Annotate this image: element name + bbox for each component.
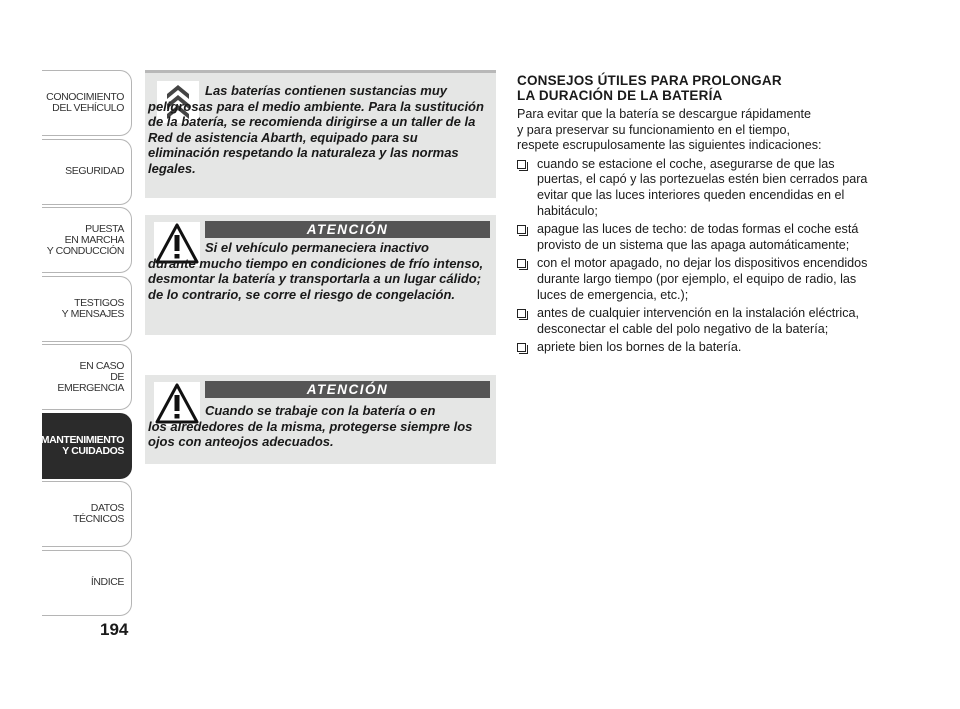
warning-note-eyes: [145, 375, 496, 464]
warning-note-cold-line1: Si el vehículo permaneciera inactivo: [205, 240, 429, 255]
environment-note-line1: Las baterías contienen sustancias muy: [205, 83, 448, 98]
tab-indice[interactable]: ÍNDICE: [42, 550, 132, 616]
tab-seguridad[interactable]: SEGURIDAD: [42, 139, 132, 205]
checkbox-bullet-icon: [517, 343, 526, 352]
section-intro: Para evitar que la batería se descargue rápidamente y para preservar su funcionamiento en el tiempo, respete escrupulosamente las siguientes indicaciones:: [517, 107, 822, 153]
warning-heading: ATENCIÓN: [205, 221, 490, 238]
environment-note-text: [148, 83, 490, 176]
checkbox-bullet-icon: [517, 225, 526, 234]
list-item: cuando se estacione el coche, asegurarse de que las puertas, el capó y las portezuelas estén bien cerrados para evitar que las luces interiores queden encendidas en el habitáculo;: [517, 157, 872, 219]
tab-mantenimiento-y-cuidados[interactable]: MANTENIMIENTO Y CUIDADOS: [42, 413, 132, 479]
list-item: con el motor apagado, no dejar los dispositivos encendidos durante largo tiempo (por ejemplo, el equipo de radio, las luces de emergencia, etc.);: [517, 256, 872, 303]
warning-note-eyes-text: [148, 403, 490, 450]
warning-note-eyes-rest: los alrededores de la misma, protegerse siempre los ojos con anteojos adecuados.: [148, 418, 473, 449]
tab-conocimiento-del-vehiculo[interactable]: CONOCIMIENTO DEL VEHÍCULO: [42, 70, 132, 136]
environment-note-rest: peligrosas para el medio ambiente. Para la sustitución de la batería, se recomienda dirigirse a un taller de la Red de asistencia Abarth, equipado para su eliminación respetando la naturaleza y las normas legales.: [148, 98, 484, 176]
list-item: apriete bien los bornes de la batería.: [517, 340, 872, 356]
tips-list: [517, 157, 872, 356]
section-title: CONSEJOS ÚTILES PARA PROLONGAR LA DURACIÓN DE LA BATERÍA: [517, 73, 782, 103]
warning-note-cold: [145, 215, 496, 335]
warning-note-cold-rest: durante mucho tiempo en condiciones de frío intenso, desmontar la batería y transportarla a un lugar cálido; de lo contrario, se corre el riesgo de congelación.: [148, 255, 484, 302]
checkbox-bullet-icon: [517, 309, 526, 318]
battery-tips-section: [517, 73, 872, 359]
checkbox-bullet-icon: [517, 160, 526, 169]
list-item: antes de cualquier intervención en la instalación eléctrica, desconectar el cable del polo negativo de la batería;: [517, 306, 872, 337]
warning-note-eyes-line1: Cuando se trabaje con la batería o en: [205, 403, 436, 418]
warning-note-cold-text: [148, 240, 490, 302]
checkbox-bullet-icon: [517, 259, 526, 268]
tab-en-caso-de-emergencia[interactable]: EN CASO DE EMERGENCIA: [42, 344, 132, 410]
warning-heading: ATENCIÓN: [205, 381, 490, 398]
list-item: apague las luces de techo: de todas formas el coche está provisto de un sistema que las apaga automáticamente;: [517, 222, 872, 253]
page-number: 194: [100, 620, 129, 639]
tab-testigos-y-mensajes[interactable]: TESTIGOS Y MENSAJES: [42, 276, 132, 342]
chapter-tabs: [42, 70, 134, 618]
environment-note: [145, 70, 496, 198]
tab-datos-tecnicos[interactable]: DATOS TÉCNICOS: [42, 481, 132, 547]
tab-puesta-en-marcha[interactable]: PUESTA EN MARCHA Y CONDUCCIÓN: [42, 207, 132, 273]
